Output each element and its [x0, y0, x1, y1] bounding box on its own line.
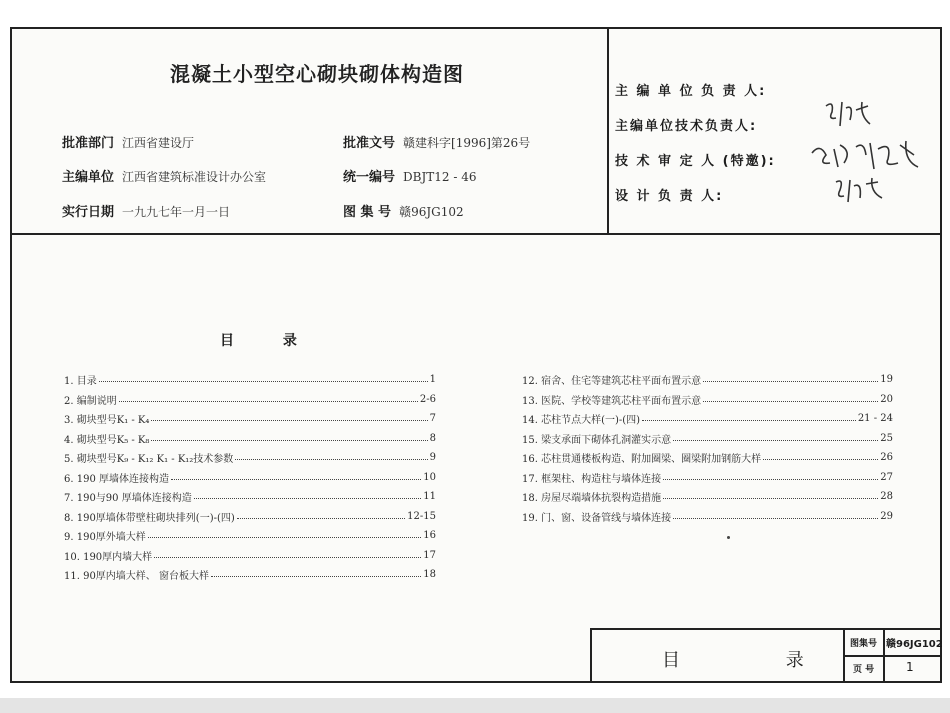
- toc-item[interactable]: 15. 梁支承面下砌体孔洞灌实示意 25: [522, 432, 893, 446]
- signature-design-head: [830, 172, 890, 208]
- toc-item[interactable]: 12. 宿舍、住宅等建筑芯柱平面布置示意 19: [522, 374, 893, 388]
- title-block-atlas-value: 赣96JG102: [886, 639, 943, 650]
- toc-item[interactable]: 19. 门、窗、设备管线与墙体连接 29: [522, 510, 893, 524]
- toc-heading: 目 录: [220, 333, 319, 349]
- effective-date-label: 实行日期: [62, 205, 115, 220]
- atlas-no-value: 赣96JG102: [399, 205, 464, 219]
- approval-dept-row: [62, 132, 194, 151]
- approval-dept-label: 批准部门: [62, 136, 115, 151]
- atlas-no-row: [343, 201, 464, 220]
- toc-item[interactable]: 14. 芯柱节点大样(一)-(四) 21 - 24: [522, 413, 893, 427]
- toc-item[interactable]: 8. 190厚墙体带壁柱砌块排列(一)-(四) 12-15: [64, 510, 436, 524]
- title-block-page-label: 页 号: [853, 665, 875, 675]
- toc-item[interactable]: 4. 砌块型号K₅ - K₈ 8: [64, 432, 436, 446]
- effective-date-row: [62, 201, 230, 220]
- editing-unit-head: 主 编 单 位 负 责 人:: [615, 84, 767, 99]
- title-block-top-line: [590, 628, 942, 630]
- scan-bottom-band: [0, 698, 950, 713]
- signature-technical-head: [820, 96, 890, 136]
- document-title: 混凝土小型空心砌块砌体构造图: [170, 62, 464, 86]
- design-head: 设 计 负 责 人:: [615, 189, 724, 204]
- stray-dot: [727, 536, 730, 539]
- toc-item[interactable]: 1. 目录 1: [64, 374, 436, 388]
- technical-reviewer: 技 术 审 定 人 (特邀):: [615, 154, 776, 169]
- toc-item[interactable]: 5. 砌块型号K₉ - K₁₂ K₁ - K₁₂技术参数 9: [64, 452, 436, 466]
- header-divider: [10, 233, 942, 235]
- toc-item[interactable]: 6. 190 厚墙体连接构造 10: [64, 471, 436, 485]
- approval-doc-row: [343, 132, 530, 151]
- title-block-label: 目 录: [662, 650, 854, 671]
- title-block-atlas-label: 图集号: [850, 639, 878, 649]
- editing-unit-label: 主编单位: [62, 170, 115, 185]
- technical-head: 主编单位技术负责人:: [615, 119, 758, 134]
- toc-item[interactable]: 17. 框架柱、构造柱与墙体连接 27: [522, 471, 893, 485]
- unified-no-label: 统一编号: [343, 170, 396, 185]
- toc-item[interactable]: 16. 芯柱贯通楼板构造、附加圈梁、圈梁附加钢筋大样 26: [522, 452, 893, 466]
- approval-dept-value: 江西省建设厅: [122, 136, 195, 150]
- toc-right-column: [522, 370, 893, 526]
- toc-item[interactable]: 10. 190厚内墙大样 17: [64, 549, 436, 563]
- editing-unit-value: 江西省建筑标准设计办公室: [122, 170, 267, 184]
- title-block-page-value: 1: [906, 660, 914, 674]
- toc-item[interactable]: 9. 190厚外墙大样 16: [64, 530, 436, 544]
- toc-item[interactable]: 11. 90厚内墙大样、 窗台板大样 18: [64, 569, 436, 583]
- atlas-no-label: 图 集 号: [343, 205, 392, 220]
- title-block-row-line: [843, 655, 942, 657]
- effective-date-value: 一九九七年一月一日: [122, 205, 231, 219]
- unified-no-value: DBJT12 - 46: [403, 170, 477, 184]
- drawing-sheet: [10, 27, 942, 683]
- unified-no-row: [343, 166, 477, 185]
- toc-item[interactable]: 2. 编制说明 2-6: [64, 393, 436, 407]
- approval-doc-label: 批准文号: [343, 136, 396, 151]
- title-block-left-line: [590, 628, 592, 683]
- approval-doc-value: 赣建科字[1996]第26号: [403, 136, 531, 150]
- toc-item[interactable]: 18. 房屋尽端墙体抗裂构造措施 28: [522, 491, 893, 505]
- editing-unit-row: [62, 166, 266, 185]
- toc-item[interactable]: 7. 190与90 厚墙体连接构造 11: [64, 491, 436, 505]
- toc-left-column: [64, 370, 436, 585]
- header-vertical-divider: [607, 27, 609, 233]
- toc-item[interactable]: 13. 医院、学校等建筑芯柱平面布置示意 20: [522, 393, 893, 407]
- toc-item[interactable]: 3. 砌块型号K₁ - K₄ 7: [64, 413, 436, 427]
